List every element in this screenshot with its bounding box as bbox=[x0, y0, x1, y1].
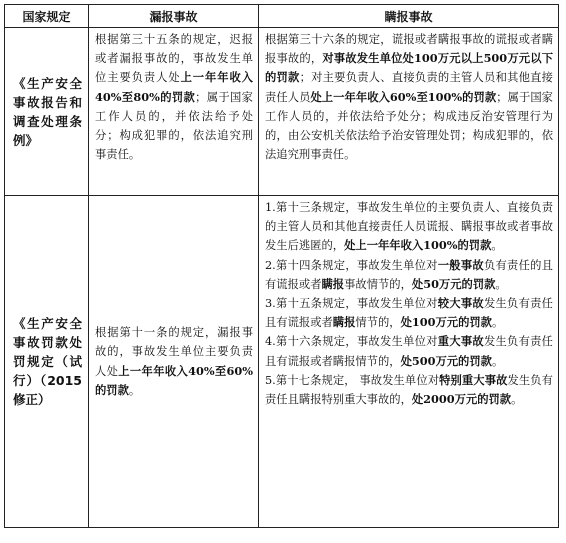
text-segment: ；对主要负责人、直接负责的主管人员和其他直接责任人员 bbox=[265, 71, 553, 104]
text-segment: 情节的， bbox=[355, 316, 401, 330]
text-segment: 发生负有责任且有谎报或者 bbox=[265, 297, 553, 330]
text-segment: 。 bbox=[491, 354, 504, 368]
text-segment: 发生负有责任且瞒报特别重大事故的， bbox=[265, 373, 553, 407]
concealment-cell bbox=[259, 196, 559, 528]
accident-level: 一般事故 bbox=[437, 257, 484, 272]
accident-level: 较大事故 bbox=[437, 296, 484, 311]
text-segment: 发生负有责任且有谎报或者瞒报情节的， bbox=[265, 335, 553, 368]
concealment-cell bbox=[259, 28, 559, 196]
text-segment: 根据第三十六条的规定，谎报或者瞒报事故的谎报或者瞒报事故的， bbox=[265, 33, 553, 66]
text-segment: 1.第十三条规定，事故发生单位的主要负责人、直接负责的主管人员和其他直接责任人员谎报、瞒报事故或者事故发生后逃匿的， bbox=[265, 201, 553, 253]
keyword-highlight: 瞒报 bbox=[332, 315, 356, 330]
concealment-text bbox=[259, 28, 558, 166]
text-segment: 4.第十六条规定，事故发生单位对 bbox=[265, 335, 438, 349]
concealment-list bbox=[259, 196, 558, 411]
text-segment: 负有责任的且有谎报或者 bbox=[265, 258, 553, 291]
text-segment: ；属于国家工作人员的，并依法给予处分；构成违反治安管理行为的，由公安机关依法给予治安管理处罚；构成犯罪的，依法追究刑事责任。 bbox=[265, 90, 553, 162]
table-row bbox=[5, 196, 559, 528]
omission-cell bbox=[89, 196, 259, 528]
text-segment: 事故情节的， bbox=[344, 277, 412, 291]
text-segment: 3.第十五条规定，事故发生单位对 bbox=[265, 297, 438, 311]
text-segment: 。 bbox=[491, 316, 504, 330]
text-segment: 。 bbox=[128, 383, 141, 397]
table-header-row bbox=[5, 5, 559, 28]
list-item bbox=[265, 371, 553, 409]
penalty-highlight: 处上一年年收入60%至100%的罚款 bbox=[310, 89, 497, 104]
header-omission: 漏报事故 bbox=[89, 5, 259, 28]
text-segment: 。 bbox=[511, 393, 523, 407]
header-concealment: 瞒报事故 bbox=[259, 5, 559, 28]
header-national-regulation: 国家规定 bbox=[5, 5, 89, 28]
penalty-highlight: 处2000万元的罚款 bbox=[411, 392, 512, 407]
penalty-highlight: 处50万元的罚款 bbox=[411, 276, 496, 291]
list-item bbox=[265, 256, 553, 294]
table-row bbox=[5, 28, 559, 196]
list-item bbox=[265, 198, 553, 256]
penalty-highlight: 对事故发生单位处100万元以上500万元以下的罚款 bbox=[265, 51, 553, 85]
text-segment: 5.第十七条规定， 事故发生单位对 bbox=[265, 373, 440, 387]
law-cell bbox=[5, 28, 89, 196]
text-segment: 。 bbox=[491, 239, 503, 253]
penalty-highlight: 处100万元的罚款 bbox=[400, 315, 492, 330]
law-name: 《生产安全事故报告和调查处理条例》 bbox=[13, 75, 82, 148]
penalty-highlight: 处500万元的罚款 bbox=[400, 353, 492, 368]
text-segment: 2.第十四条规定，事故发生单位对 bbox=[265, 258, 438, 272]
text-segment: 根据第三十五条的规定，迟报或者漏报事故的，事故发生单位主要负责人处 bbox=[95, 33, 253, 85]
text-segment: 根据第十一条的规定，漏报事故的，事故发生单位主要负责人处 bbox=[95, 326, 253, 378]
text-segment: 。 bbox=[495, 277, 507, 291]
penalty-highlight: 上一年年收入40%至60%的罚款 bbox=[95, 363, 253, 397]
law-name: 《生产安全事故罚款处罚规定（试行）（2015修正） bbox=[13, 316, 82, 407]
regulation-table bbox=[4, 4, 559, 528]
penalty-highlight: 处上一年年收入100%的罚款 bbox=[344, 238, 492, 253]
keyword-highlight: 瞒报 bbox=[321, 276, 345, 291]
omission-cell bbox=[89, 28, 259, 196]
text-segment: ；属于国家工作人员的，并依法给予处分；构成犯罪的，依法追究刑事责任。 bbox=[95, 90, 253, 162]
omission-text bbox=[89, 28, 258, 166]
law-cell bbox=[5, 196, 89, 528]
accident-level: 重大事故 bbox=[437, 334, 484, 349]
accident-level: 特别重大事故 bbox=[439, 372, 508, 387]
omission-text bbox=[89, 321, 258, 402]
penalty-highlight: 上一年年收入40%至80%的罚款 bbox=[95, 70, 253, 104]
list-item bbox=[265, 332, 553, 370]
list-item bbox=[265, 294, 553, 332]
